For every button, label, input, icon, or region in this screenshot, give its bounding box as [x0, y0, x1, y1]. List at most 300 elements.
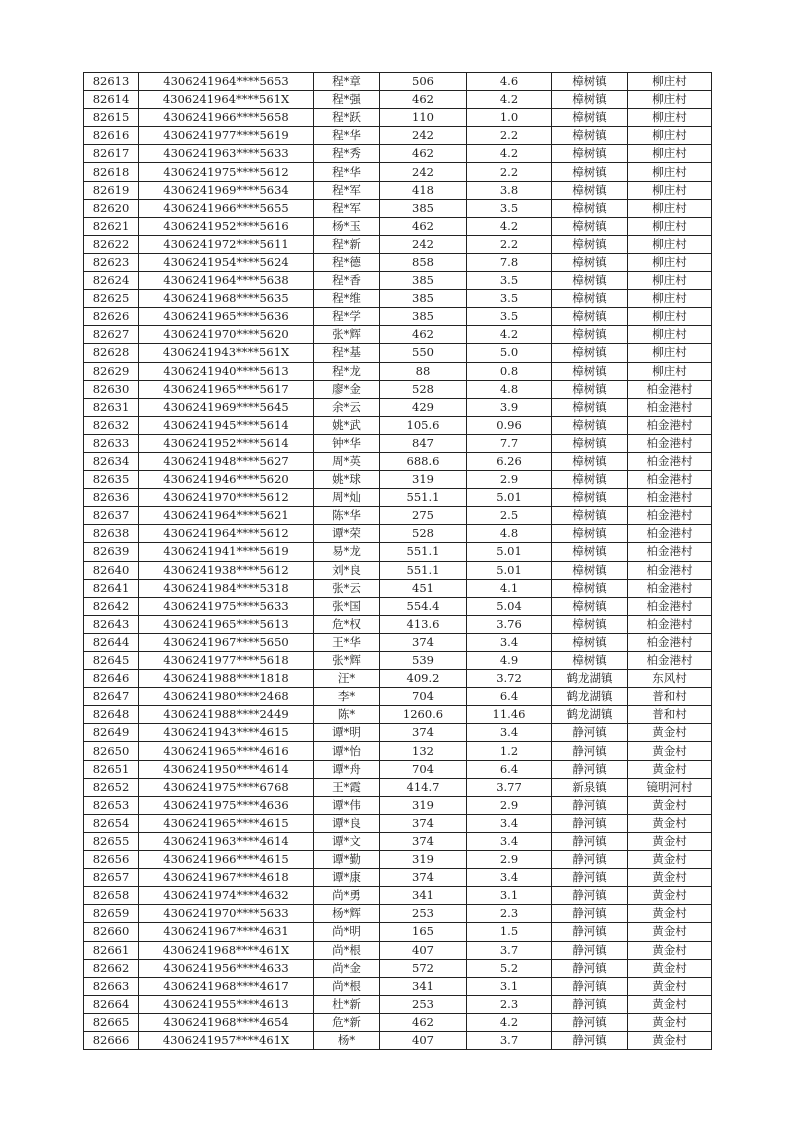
cell-town: 樟树镇	[552, 326, 628, 344]
cell-village: 黄金村	[628, 814, 712, 832]
cell-town: 静河镇	[552, 1031, 628, 1049]
cell-town: 樟树镇	[552, 253, 628, 271]
cell-serial-number: 82653	[84, 796, 139, 814]
cell-amount: 341	[380, 887, 467, 905]
cell-name: 谭*良	[314, 814, 380, 832]
cell-id-number: 4306241967****4631	[139, 923, 314, 941]
cell-serial-number: 82655	[84, 832, 139, 850]
cell-quantity: 4.2	[467, 1013, 552, 1031]
table-row	[84, 73, 712, 91]
cell-town: 樟树镇	[552, 362, 628, 380]
cell-quantity: 3.5	[467, 199, 552, 217]
cell-town: 樟树镇	[552, 380, 628, 398]
cell-town: 樟树镇	[552, 199, 628, 217]
cell-village: 黄金村	[628, 796, 712, 814]
cell-name: 周*灿	[314, 489, 380, 507]
cell-amount: 88	[380, 362, 467, 380]
cell-village: 柳庄村	[628, 217, 712, 235]
cell-town: 樟树镇	[552, 416, 628, 434]
cell-name: 谭*文	[314, 832, 380, 850]
cell-name: 谭*勤	[314, 851, 380, 869]
cell-amount: 506	[380, 73, 467, 91]
cell-quantity: 2.9	[467, 851, 552, 869]
cell-id-number: 4306241965****5613	[139, 615, 314, 633]
cell-serial-number: 82629	[84, 362, 139, 380]
cell-town: 樟树镇	[552, 235, 628, 253]
cell-quantity: 3.4	[467, 814, 552, 832]
cell-serial-number: 82657	[84, 869, 139, 887]
cell-name: 谭*怡	[314, 742, 380, 760]
cell-serial-number: 82634	[84, 452, 139, 470]
cell-name: 程*华	[314, 163, 380, 181]
table-row	[84, 181, 712, 199]
cell-id-number: 4306241970****5620	[139, 326, 314, 344]
cell-serial-number: 82660	[84, 923, 139, 941]
cell-amount: 319	[380, 796, 467, 814]
cell-amount: 462	[380, 145, 467, 163]
cell-id-number: 4306241980****2468	[139, 688, 314, 706]
cell-serial-number: 82639	[84, 543, 139, 561]
cell-town: 樟树镇	[552, 145, 628, 163]
cell-town: 樟树镇	[552, 290, 628, 308]
cell-quantity: 4.2	[467, 91, 552, 109]
cell-town: 静河镇	[552, 941, 628, 959]
cell-id-number: 4306241965****5636	[139, 308, 314, 326]
cell-amount: 847	[380, 434, 467, 452]
cell-amount: 319	[380, 851, 467, 869]
cell-village: 黄金村	[628, 724, 712, 742]
cell-village: 柳庄村	[628, 73, 712, 91]
cell-amount: 418	[380, 181, 467, 199]
cell-name: 张*辉	[314, 652, 380, 670]
cell-village: 柳庄村	[628, 181, 712, 199]
cell-town: 静河镇	[552, 887, 628, 905]
table-row	[84, 489, 712, 507]
table-row	[84, 615, 712, 633]
cell-town: 静河镇	[552, 742, 628, 760]
cell-village: 柏金港村	[628, 489, 712, 507]
cell-town: 樟树镇	[552, 163, 628, 181]
cell-village: 柳庄村	[628, 163, 712, 181]
cell-name: 王*霞	[314, 778, 380, 796]
cell-id-number: 4306241970****5612	[139, 489, 314, 507]
cell-serial-number: 82617	[84, 145, 139, 163]
cell-amount: 1260.6	[380, 706, 467, 724]
cell-amount: 110	[380, 109, 467, 127]
cell-quantity: 5.0	[467, 344, 552, 362]
cell-town: 静河镇	[552, 724, 628, 742]
cell-name: 张*辉	[314, 326, 380, 344]
cell-town: 樟树镇	[552, 127, 628, 145]
cell-id-number: 4306241970****5633	[139, 905, 314, 923]
cell-village: 柳庄村	[628, 326, 712, 344]
cell-quantity: 5.2	[467, 959, 552, 977]
cell-quantity: 4.1	[467, 579, 552, 597]
table-row	[84, 199, 712, 217]
cell-village: 柏金港村	[628, 633, 712, 651]
table-row	[84, 959, 712, 977]
cell-quantity: 2.9	[467, 796, 552, 814]
cell-town: 樟树镇	[552, 489, 628, 507]
cell-amount: 253	[380, 995, 467, 1013]
table-row	[84, 688, 712, 706]
cell-name: 刘*良	[314, 561, 380, 579]
cell-id-number: 4306241988****1818	[139, 670, 314, 688]
table-row	[84, 905, 712, 923]
cell-village: 柳庄村	[628, 145, 712, 163]
cell-village: 普和村	[628, 706, 712, 724]
cell-town: 樟树镇	[552, 652, 628, 670]
cell-village: 黄金村	[628, 887, 712, 905]
cell-name: 姚*球	[314, 471, 380, 489]
cell-name: 王*华	[314, 633, 380, 651]
cell-town: 樟树镇	[552, 597, 628, 615]
cell-village: 柏金港村	[628, 615, 712, 633]
cell-id-number: 4306241948****5627	[139, 452, 314, 470]
data-table	[83, 72, 712, 1050]
table-row	[84, 362, 712, 380]
cell-town: 静河镇	[552, 923, 628, 941]
cell-name: 廖*金	[314, 380, 380, 398]
cell-id-number: 4306241977****5618	[139, 652, 314, 670]
cell-town: 樟树镇	[552, 525, 628, 543]
cell-id-number: 4306241945****5614	[139, 416, 314, 434]
cell-name: 汪*	[314, 670, 380, 688]
cell-id-number: 4306241967****4618	[139, 869, 314, 887]
cell-serial-number: 82627	[84, 326, 139, 344]
cell-name: 谭*伟	[314, 796, 380, 814]
cell-serial-number: 82665	[84, 1013, 139, 1031]
cell-village: 普和村	[628, 688, 712, 706]
cell-name: 谭*明	[314, 724, 380, 742]
cell-serial-number: 82663	[84, 977, 139, 995]
cell-village: 东风村	[628, 670, 712, 688]
cell-serial-number: 82646	[84, 670, 139, 688]
cell-id-number: 4306241964****5638	[139, 272, 314, 290]
cell-village: 黄金村	[628, 832, 712, 850]
cell-town: 樟树镇	[552, 344, 628, 362]
cell-town: 鹤龙湖镇	[552, 670, 628, 688]
table-row	[84, 434, 712, 452]
table-row	[84, 1031, 712, 1049]
cell-id-number: 4306241952****5614	[139, 434, 314, 452]
cell-id-number: 4306241984****5318	[139, 579, 314, 597]
cell-serial-number: 82643	[84, 615, 139, 633]
cell-name: 李*	[314, 688, 380, 706]
cell-town: 静河镇	[552, 869, 628, 887]
cell-village: 黄金村	[628, 760, 712, 778]
cell-village: 柏金港村	[628, 543, 712, 561]
cell-quantity: 3.4	[467, 633, 552, 651]
cell-town: 樟树镇	[552, 579, 628, 597]
cell-name: 尚*根	[314, 977, 380, 995]
cell-village: 柏金港村	[628, 380, 712, 398]
cell-quantity: 3.7	[467, 1031, 552, 1049]
cell-town: 樟树镇	[552, 615, 628, 633]
cell-town: 静河镇	[552, 832, 628, 850]
cell-amount: 407	[380, 941, 467, 959]
cell-village: 黄金村	[628, 869, 712, 887]
cell-town: 静河镇	[552, 959, 628, 977]
table-row	[84, 308, 712, 326]
cell-amount: 414.7	[380, 778, 467, 796]
cell-quantity: 4.8	[467, 525, 552, 543]
cell-name: 尚*勇	[314, 887, 380, 905]
table-row	[84, 814, 712, 832]
cell-serial-number: 82628	[84, 344, 139, 362]
cell-id-number: 4306241968****4654	[139, 1013, 314, 1031]
cell-village: 柳庄村	[628, 344, 712, 362]
cell-town: 樟树镇	[552, 308, 628, 326]
cell-village: 柳庄村	[628, 91, 712, 109]
cell-serial-number: 82666	[84, 1031, 139, 1049]
cell-serial-number: 82649	[84, 724, 139, 742]
table-row	[84, 272, 712, 290]
cell-quantity: 4.2	[467, 217, 552, 235]
cell-quantity: 3.4	[467, 869, 552, 887]
cell-name: 周*英	[314, 452, 380, 470]
cell-name: 程*华	[314, 127, 380, 145]
cell-id-number: 4306241968****461X	[139, 941, 314, 959]
cell-serial-number: 82616	[84, 127, 139, 145]
cell-quantity: 3.76	[467, 615, 552, 633]
table-row	[84, 977, 712, 995]
cell-id-number: 4306241963****5633	[139, 145, 314, 163]
table-row	[84, 525, 712, 543]
cell-amount: 462	[380, 326, 467, 344]
cell-quantity: 2.2	[467, 235, 552, 253]
cell-amount: 374	[380, 832, 467, 850]
cell-serial-number: 82637	[84, 507, 139, 525]
cell-id-number: 4306241968****5635	[139, 290, 314, 308]
cell-amount: 551.1	[380, 489, 467, 507]
cell-name: 谭*荣	[314, 525, 380, 543]
cell-id-number: 4306241938****5612	[139, 561, 314, 579]
table-row	[84, 235, 712, 253]
cell-id-number: 4306241943****4615	[139, 724, 314, 742]
cell-id-number: 4306241950****4614	[139, 760, 314, 778]
cell-serial-number: 82613	[84, 73, 139, 91]
table-row	[84, 995, 712, 1013]
cell-town: 新泉镇	[552, 778, 628, 796]
cell-amount: 105.6	[380, 416, 467, 434]
table-row	[84, 253, 712, 271]
cell-name: 易*龙	[314, 543, 380, 561]
cell-amount: 385	[380, 199, 467, 217]
cell-town: 静河镇	[552, 796, 628, 814]
cell-quantity: 4.2	[467, 145, 552, 163]
cell-name: 张*云	[314, 579, 380, 597]
cell-town: 静河镇	[552, 905, 628, 923]
cell-id-number: 4306241972****5611	[139, 235, 314, 253]
cell-town: 樟树镇	[552, 452, 628, 470]
cell-name: 尚*根	[314, 941, 380, 959]
cell-town: 静河镇	[552, 995, 628, 1013]
cell-village: 黄金村	[628, 977, 712, 995]
cell-id-number: 4306241963****4614	[139, 832, 314, 850]
cell-serial-number: 82659	[84, 905, 139, 923]
cell-quantity: 1.0	[467, 109, 552, 127]
cell-quantity: 4.8	[467, 380, 552, 398]
cell-serial-number: 82648	[84, 706, 139, 724]
cell-quantity: 2.2	[467, 127, 552, 145]
cell-quantity: 2.3	[467, 905, 552, 923]
cell-town: 樟树镇	[552, 507, 628, 525]
cell-serial-number: 82632	[84, 416, 139, 434]
cell-amount: 858	[380, 253, 467, 271]
cell-amount: 385	[380, 290, 467, 308]
cell-quantity: 3.1	[467, 977, 552, 995]
cell-amount: 528	[380, 525, 467, 543]
cell-serial-number: 82645	[84, 652, 139, 670]
cell-name: 杨*玉	[314, 217, 380, 235]
table-row	[84, 923, 712, 941]
cell-id-number: 4306241964****5612	[139, 525, 314, 543]
cell-town: 鹤龙湖镇	[552, 706, 628, 724]
table-body	[84, 73, 712, 1050]
cell-name: 程*新	[314, 235, 380, 253]
cell-quantity: 3.5	[467, 308, 552, 326]
cell-id-number: 4306241940****5613	[139, 362, 314, 380]
cell-id-number: 4306241969****5634	[139, 181, 314, 199]
cell-name: 陈*华	[314, 507, 380, 525]
cell-town: 静河镇	[552, 1013, 628, 1031]
cell-quantity: 4.6	[467, 73, 552, 91]
cell-amount: 253	[380, 905, 467, 923]
cell-amount: 409.2	[380, 670, 467, 688]
table-row	[84, 290, 712, 308]
cell-town: 静河镇	[552, 760, 628, 778]
cell-name: 危*权	[314, 615, 380, 633]
cell-id-number: 4306241966****5655	[139, 199, 314, 217]
cell-serial-number: 82641	[84, 579, 139, 597]
table-row	[84, 452, 712, 470]
cell-name: 程*香	[314, 272, 380, 290]
table-row	[84, 91, 712, 109]
cell-id-number: 4306241974****4632	[139, 887, 314, 905]
cell-village: 黄金村	[628, 742, 712, 760]
cell-quantity: 11.46	[467, 706, 552, 724]
cell-village: 柳庄村	[628, 127, 712, 145]
cell-name: 余*云	[314, 398, 380, 416]
cell-amount: 242	[380, 235, 467, 253]
cell-id-number: 4306241965****4616	[139, 742, 314, 760]
cell-village: 柳庄村	[628, 253, 712, 271]
table-row	[84, 344, 712, 362]
cell-amount: 462	[380, 91, 467, 109]
cell-id-number: 4306241966****5658	[139, 109, 314, 127]
cell-id-number: 4306241957****461X	[139, 1031, 314, 1049]
cell-name: 程*军	[314, 199, 380, 217]
cell-quantity: 5.01	[467, 543, 552, 561]
cell-amount: 374	[380, 869, 467, 887]
cell-serial-number: 82636	[84, 489, 139, 507]
cell-quantity: 3.7	[467, 941, 552, 959]
cell-serial-number: 82662	[84, 959, 139, 977]
cell-village: 柏金港村	[628, 416, 712, 434]
cell-town: 樟树镇	[552, 471, 628, 489]
table-row	[84, 579, 712, 597]
table-row	[84, 887, 712, 905]
table-row	[84, 163, 712, 181]
cell-serial-number: 82633	[84, 434, 139, 452]
cell-village: 柳庄村	[628, 308, 712, 326]
table-row	[84, 706, 712, 724]
cell-village: 镜明河村	[628, 778, 712, 796]
cell-id-number: 4306241966****4615	[139, 851, 314, 869]
cell-name: 程*龙	[314, 362, 380, 380]
table-row	[84, 398, 712, 416]
cell-name: 程*德	[314, 253, 380, 271]
cell-id-number: 4306241965****4615	[139, 814, 314, 832]
cell-quantity: 6.4	[467, 688, 552, 706]
cell-serial-number: 82654	[84, 814, 139, 832]
cell-name: 程*跃	[314, 109, 380, 127]
table-row	[84, 941, 712, 959]
cell-amount: 374	[380, 814, 467, 832]
table-row	[84, 217, 712, 235]
table-row	[84, 652, 712, 670]
cell-quantity: 1.5	[467, 923, 552, 941]
cell-amount: 242	[380, 127, 467, 145]
cell-serial-number: 82642	[84, 597, 139, 615]
cell-amount: 551.1	[380, 561, 467, 579]
cell-town: 鹤龙湖镇	[552, 688, 628, 706]
cell-name: 杜*新	[314, 995, 380, 1013]
cell-amount: 429	[380, 398, 467, 416]
cell-village: 柏金港村	[628, 471, 712, 489]
cell-town: 樟树镇	[552, 181, 628, 199]
cell-serial-number: 82664	[84, 995, 139, 1013]
cell-amount: 539	[380, 652, 467, 670]
cell-serial-number: 82620	[84, 199, 139, 217]
table-row	[84, 145, 712, 163]
table-row	[84, 851, 712, 869]
cell-id-number: 4306241964****5621	[139, 507, 314, 525]
table-row	[84, 543, 712, 561]
cell-town: 樟树镇	[552, 543, 628, 561]
cell-village: 柳庄村	[628, 235, 712, 253]
cell-id-number: 4306241977****5619	[139, 127, 314, 145]
cell-quantity: 5.01	[467, 489, 552, 507]
cell-id-number: 4306241952****5616	[139, 217, 314, 235]
cell-serial-number: 82647	[84, 688, 139, 706]
cell-town: 静河镇	[552, 851, 628, 869]
cell-id-number: 4306241964****561X	[139, 91, 314, 109]
table-row	[84, 1013, 712, 1031]
cell-amount: 704	[380, 760, 467, 778]
cell-village: 柏金港村	[628, 652, 712, 670]
table-row	[84, 796, 712, 814]
cell-quantity: 5.04	[467, 597, 552, 615]
table-row	[84, 507, 712, 525]
cell-amount: 165	[380, 923, 467, 941]
cell-serial-number: 82652	[84, 778, 139, 796]
cell-id-number: 4306241968****4617	[139, 977, 314, 995]
table-row	[84, 109, 712, 127]
cell-name: 危*新	[314, 1013, 380, 1031]
cell-id-number: 4306241946****5620	[139, 471, 314, 489]
cell-serial-number: 82635	[84, 471, 139, 489]
cell-id-number: 4306241956****4633	[139, 959, 314, 977]
cell-village: 黄金村	[628, 1013, 712, 1031]
cell-village: 柳庄村	[628, 290, 712, 308]
cell-quantity: 5.01	[467, 561, 552, 579]
cell-amount: 688.6	[380, 452, 467, 470]
cell-village: 柏金港村	[628, 452, 712, 470]
cell-quantity: 3.4	[467, 832, 552, 850]
cell-village: 柳庄村	[628, 199, 712, 217]
